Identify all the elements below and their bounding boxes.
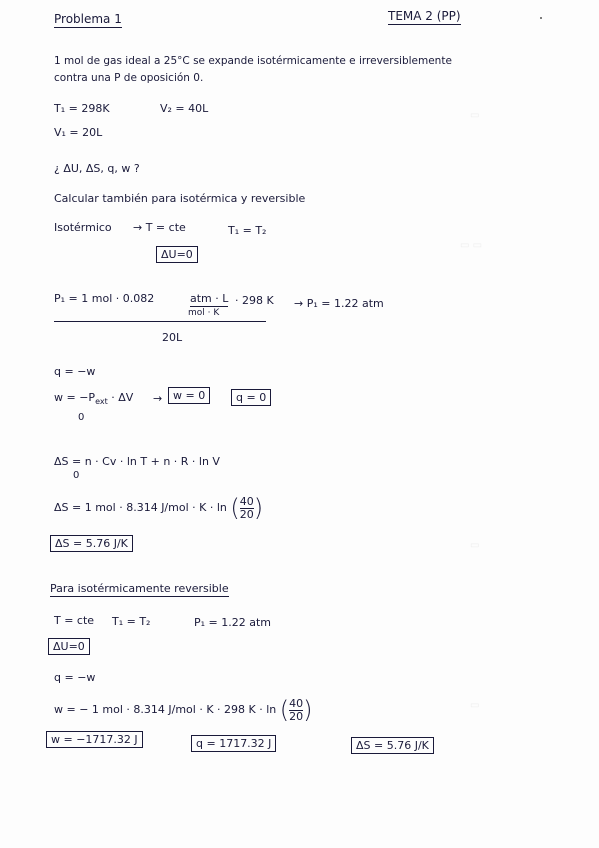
p1-temp: · 298 K — [235, 294, 274, 307]
reversible-heading: Para isotérmicamente reversible — [50, 582, 229, 595]
t-equality: T₁ = T₂ — [228, 224, 267, 237]
ds-result-box: ΔS = 5.76 J/K — [50, 535, 133, 552]
rev-delta-u-box: ΔU=0 — [48, 638, 90, 655]
given-t1: T₁ = 298K — [54, 102, 110, 115]
rev-w-calc: w = − 1 mol · 8.314 J/mol · K · 298 K · ln ( $\frac{40}{20}$ ) — [54, 696, 313, 724]
pen-dot — [540, 17, 542, 19]
w-equation: $w = -P_{ext} \cdot \Delta V$ — [54, 391, 134, 407]
given-v2: V₂ = 40L — [160, 102, 209, 115]
statement-line-1: 1 mol de gas ideal a 25°C se expande isotérmicamente e irreversiblemente — [54, 55, 452, 67]
p1-result: → P₁ = 1.22 atm — [294, 297, 384, 310]
statement-line-2: contra una P de oposición 0. — [54, 72, 204, 84]
bleed-through-mark: ▭ — [470, 540, 480, 551]
bleed-through-mark: ▭ — [470, 110, 480, 121]
rev-t-cte: T = cte — [54, 614, 95, 627]
fraction-bar — [54, 321, 266, 322]
p1-units-den: mol · K — [188, 308, 220, 318]
rev-q-box: q = 1717.32 J — [191, 735, 276, 752]
rev-ds-box: ΔS = 5.76 J/K — [351, 737, 434, 754]
q-equals-minus-w: q = −w — [54, 365, 96, 378]
rev-p1: P₁ = 1.22 atm — [194, 616, 272, 629]
also-calc: Calcular también para isotérmica y reversible — [54, 192, 306, 205]
bleed-through-mark: ▭ — [470, 700, 480, 711]
t-cte: → T = cte — [133, 221, 186, 234]
p1-denominator: 20L — [162, 331, 183, 344]
problem-title: Problema 1 — [54, 12, 122, 26]
p1-units-num: atm · L — [190, 292, 229, 305]
w-arrow: → — [153, 392, 163, 405]
pext-zero: 0 — [78, 412, 85, 423]
topic-label: TEMA 2 (PP) — [388, 9, 461, 23]
cv-zero: 0 — [73, 470, 80, 481]
rev-w-box: w = −1717.32 J — [46, 731, 143, 748]
q-zero-box: q = 0 — [231, 389, 271, 406]
question: ¿ ΔU, ΔS, q, w ? — [54, 162, 140, 175]
w-zero-box: w = 0 — [168, 387, 210, 404]
ds-calc: ΔS = 1 mol · 8.314 J/mol · K · ln ( $\frac{40}{20}$ ) — [54, 494, 264, 522]
ds-formula: ΔS = n · Cv · ln T + n · R · ln V — [54, 455, 220, 468]
rev-t-equality: T₁ = T₂ — [112, 615, 151, 628]
p1-lhs: P₁ = 1 mol · 0.082 — [54, 292, 155, 305]
delta-u-box: ΔU=0 — [156, 246, 198, 263]
given-v1: V₁ = 20L — [54, 126, 103, 139]
bleed-through-mark: ▭ ▭ — [460, 240, 483, 251]
rev-q-equals-minus-w: q = −w — [54, 671, 96, 684]
isothermal-label: Isotérmico — [54, 221, 112, 234]
